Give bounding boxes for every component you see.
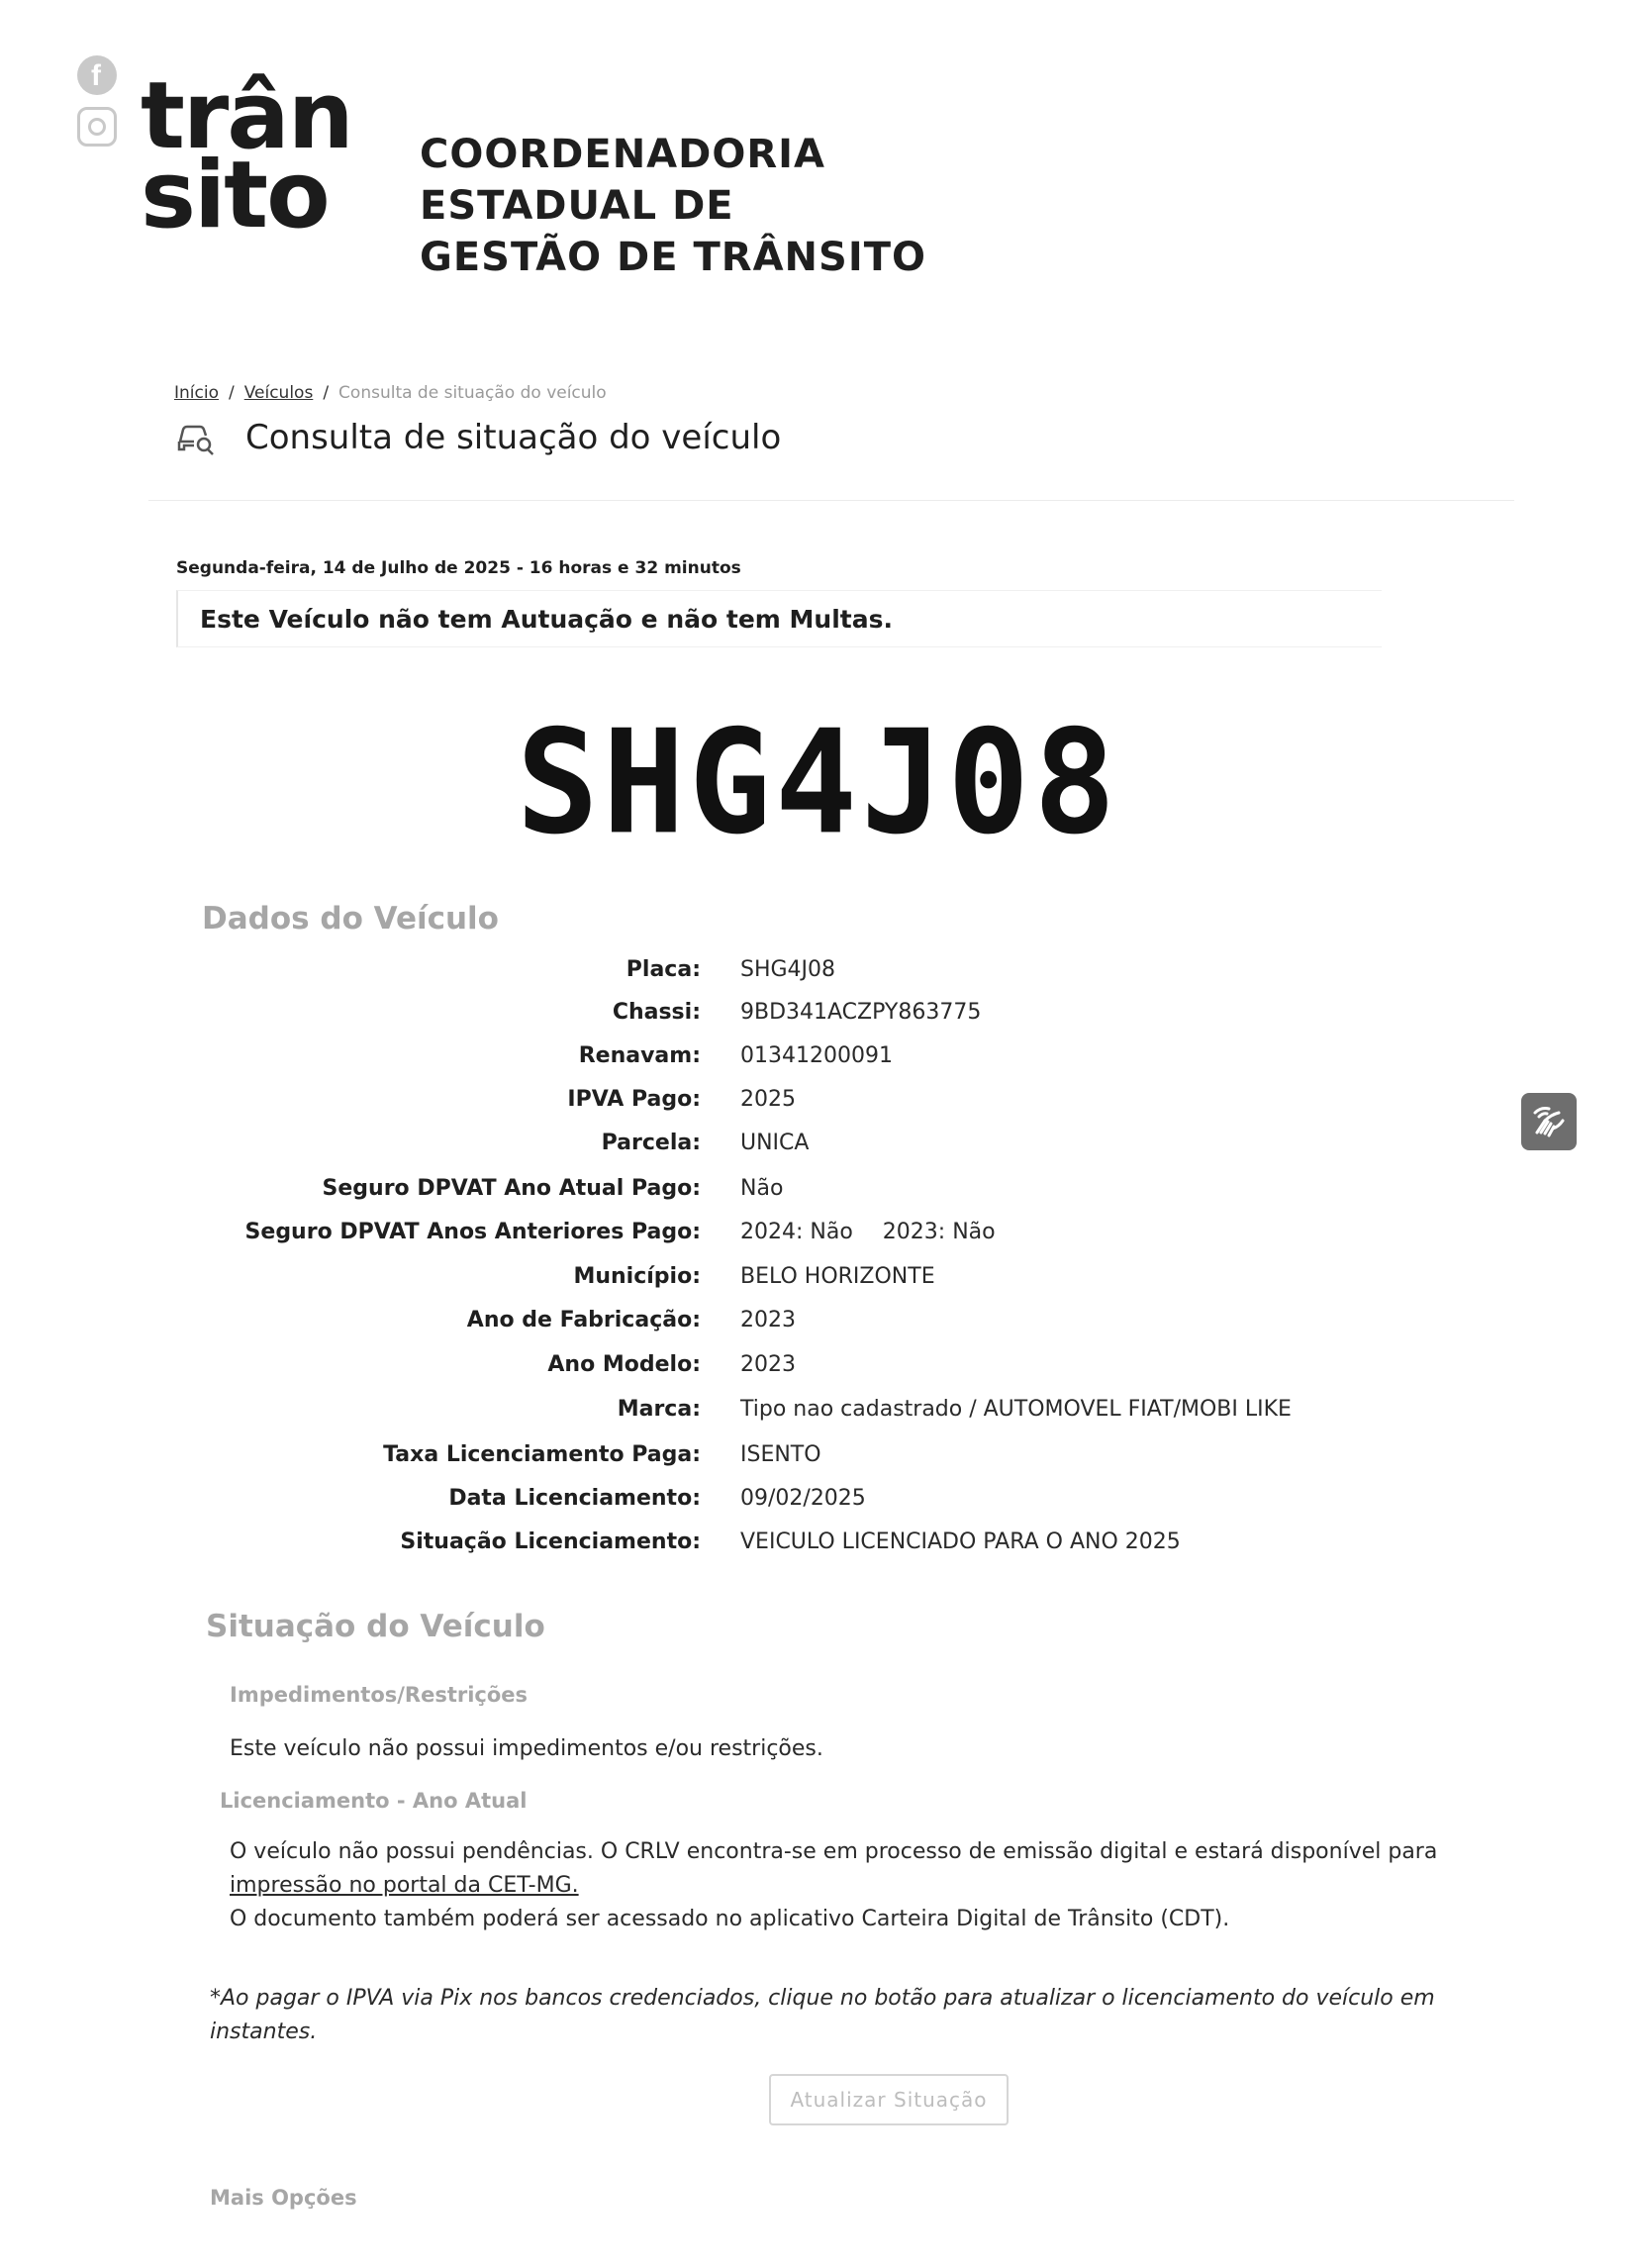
data-row-chassi — [0, 998, 1386, 1028]
row-value: 2023 — [740, 1352, 796, 1377]
data-row-municipio — [0, 1262, 1386, 1292]
data-row-dpvat-anteriores — [0, 1218, 1386, 1247]
data-row-situacao-licenciamento — [0, 1528, 1386, 1557]
data-row-ano-modelo — [0, 1350, 1386, 1380]
vehicle-data-title: Dados do Veículo — [202, 901, 499, 937]
facebook-icon[interactable]: f — [77, 55, 117, 95]
consultation-datetime: Segunda-feira, 14 de Julho de 2025 - 16 horas e 32 minutos — [176, 558, 741, 578]
data-row-renavam — [0, 1041, 1386, 1071]
row-label: Chassi: — [612, 1000, 701, 1025]
page-title: Consulta de situação do veículo — [245, 418, 782, 457]
row-value: 2023 — [740, 1308, 796, 1332]
org-line-1: COORDENADORIA — [420, 132, 825, 177]
sign-language-icon — [1531, 1103, 1567, 1140]
row-label: Seguro DPVAT Anos Anteriores Pago: — [244, 1220, 701, 1244]
instagram-icon[interactable] — [77, 107, 117, 147]
row-label: Placa: — [626, 957, 701, 982]
pix-note-line-1: *Ao pagar o IPVA via Pix nos bancos credenciados, clique no botão para atualizar o licenciamento do veículo em — [210, 1986, 1435, 2011]
restrictions-title: Impedimentos/Restrições — [230, 1683, 529, 1707]
licensing-text-1: O veículo não possui pendências. O CRLV encontra-se em processo de emissão digital e estará disponível para — [230, 1839, 1438, 1864]
car-search-icon — [176, 420, 216, 455]
update-status-button[interactable]: Atualizar Situação — [769, 2074, 1009, 2125]
breadcrumb-separator: / — [323, 383, 330, 403]
data-row-marca — [0, 1395, 1386, 1425]
org-line-3: GESTÃO DE TRÂNSITO — [420, 235, 926, 280]
row-value — [740, 1218, 996, 1247]
row-value-2024: 2024: Não — [740, 1220, 853, 1244]
row-value: UNICA — [740, 1131, 810, 1155]
row-value: 9BD341ACZPY863775 — [740, 1000, 982, 1025]
row-label: Marca: — [617, 1397, 701, 1422]
row-label: Data Licenciamento: — [448, 1486, 701, 1511]
row-label: Ano de Fabricação: — [466, 1308, 701, 1332]
page-title-row — [176, 418, 781, 457]
licensing-title: Licenciamento - Ano Atual — [220, 1789, 528, 1813]
row-value: Não — [740, 1176, 784, 1201]
vehicle-status-title: Situação do Veículo — [206, 1609, 545, 1644]
data-row-data-licenciamento — [0, 1484, 1386, 1514]
transito-logo[interactable] — [141, 62, 352, 249]
row-label: IPVA Pago: — [567, 1087, 701, 1112]
breadcrumb — [174, 383, 607, 403]
data-row-placa — [0, 955, 1386, 985]
data-row-ipva — [0, 1085, 1386, 1115]
breadcrumb-current: Consulta de situação do veículo — [338, 383, 607, 403]
row-label: Renavam: — [578, 1043, 701, 1068]
data-row-parcela — [0, 1129, 1386, 1158]
data-row-dpvat-atual — [0, 1174, 1386, 1204]
row-value: Tipo nao cadastrado / AUTOMOVEL FIAT/MOBI LIKE — [740, 1397, 1292, 1422]
row-label: Município: — [573, 1264, 701, 1289]
row-value: VEICULO LICENCIADO PARA O ANO 2025 — [740, 1529, 1181, 1554]
logo-line-1: trân — [141, 62, 352, 170]
org-line-2: ESTADUAL DE — [420, 183, 734, 229]
row-label: Taxa Licenciamento Paga: — [383, 1442, 701, 1467]
breadcrumb-vehicles-link[interactable]: Veículos — [243, 383, 314, 403]
license-plate: SHG4J08 — [516, 698, 1120, 866]
cet-mg-portal-link[interactable]: impressão no portal da CET-MG. — [230, 1873, 579, 1898]
row-label: Ano Modelo: — [547, 1352, 701, 1377]
restrictions-text: Este veículo não possui impedimentos e/ou restrições. — [230, 1736, 823, 1761]
row-value-2023: 2023: Não — [882, 1220, 996, 1244]
fines-alert — [176, 590, 1382, 647]
breadcrumb-home-link[interactable]: Início — [174, 383, 219, 403]
sign-language-widget[interactable] — [1521, 1093, 1577, 1150]
more-options-title: Mais Opções — [210, 2186, 357, 2210]
licensing-link-line — [230, 1869, 579, 1903]
data-row-taxa-licenciamento — [0, 1440, 1386, 1470]
breadcrumb-separator: / — [228, 383, 235, 403]
logo-line-2: sito — [141, 141, 329, 249]
fines-alert-text: Este Veículo não tem Autuação e não tem Multas. — [200, 605, 893, 634]
row-label: Situação Licenciamento: — [400, 1529, 701, 1554]
row-value: 01341200091 — [740, 1043, 893, 1068]
organization-name — [420, 129, 926, 283]
divider — [148, 500, 1514, 501]
row-value: SHG4J08 — [740, 957, 836, 982]
data-row-ano-fabricacao — [0, 1306, 1386, 1335]
row-value: 09/02/2025 — [740, 1486, 866, 1511]
row-value: BELO HORIZONTE — [740, 1264, 935, 1289]
row-label: Parcela: — [601, 1131, 701, 1155]
row-value: 2025 — [740, 1087, 796, 1112]
row-label: Seguro DPVAT Ano Atual Pago: — [322, 1176, 701, 1201]
row-value: ISENTO — [740, 1442, 821, 1467]
pix-note-line-2: instantes. — [210, 2020, 318, 2044]
licensing-text-2: O documento também poderá ser acessado no aplicativo Carteira Digital de Trânsito (CDT). — [230, 1907, 1230, 1931]
